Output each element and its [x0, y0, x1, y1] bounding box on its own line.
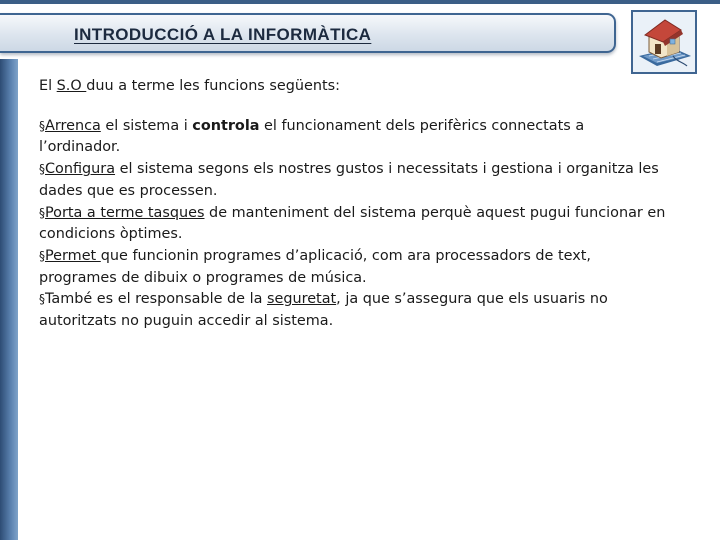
slide-title: INTRODUCCIÓ A LA INFORMÀTICA: [74, 25, 372, 44]
bullet-text: el sistema i: [100, 117, 193, 134]
list-item: [39, 116, 669, 159]
bullet-bold-term: controla: [192, 117, 260, 134]
bullet-text: , ja que s’assegura que els usuaris no autoritzats no puguin accedir al sistema.: [39, 291, 608, 330]
computer-house-icon: [631, 10, 697, 74]
slide-body: [39, 76, 669, 333]
bullet-marker: §: [39, 162, 45, 177]
intro-prefix: El: [39, 78, 57, 94]
bullet-keyword: Arrenca: [45, 117, 101, 134]
list-item: [39, 289, 669, 332]
top-border: [0, 0, 720, 4]
bullet-keyword: Porta a terme tasques: [45, 204, 205, 221]
bullet-text: el sistema segons els nostres gustos i necessitats i gestiona i organitza les dades que es processen.: [39, 161, 659, 199]
list-item: [39, 246, 669, 289]
bullet-marker: §: [39, 248, 45, 263]
intro-line: [39, 76, 669, 98]
bullet-marker: §: [39, 292, 45, 307]
bullet-keyword: Permet: [45, 247, 101, 264]
left-accent-strip: [0, 59, 18, 540]
bullet-text: També es el responsable de la: [45, 291, 267, 308]
bullet-keyword: Configura: [45, 161, 116, 178]
list-item: [39, 159, 669, 202]
bullet-text: de manteniment del sistema perquè aquest pugui funcionar en condicions òptimes.: [39, 204, 666, 243]
list-item: [39, 203, 669, 246]
bullet-text: el funcionament dels perifèrics connectats a l’ordinador.: [39, 117, 585, 156]
so-abbreviation: S.O: [56, 78, 87, 94]
intro-suffix: duu a terme les funcions següents:: [86, 78, 340, 94]
bullet-keyword: seguretat: [267, 291, 337, 308]
bullet-text: que funcionin programes d’aplicació, com ara processadors de text, programes de dibuix o programes de música.: [39, 247, 591, 286]
bullet-marker: §: [39, 205, 45, 220]
title-bar: [0, 13, 616, 53]
bullet-marker: §: [39, 118, 45, 133]
